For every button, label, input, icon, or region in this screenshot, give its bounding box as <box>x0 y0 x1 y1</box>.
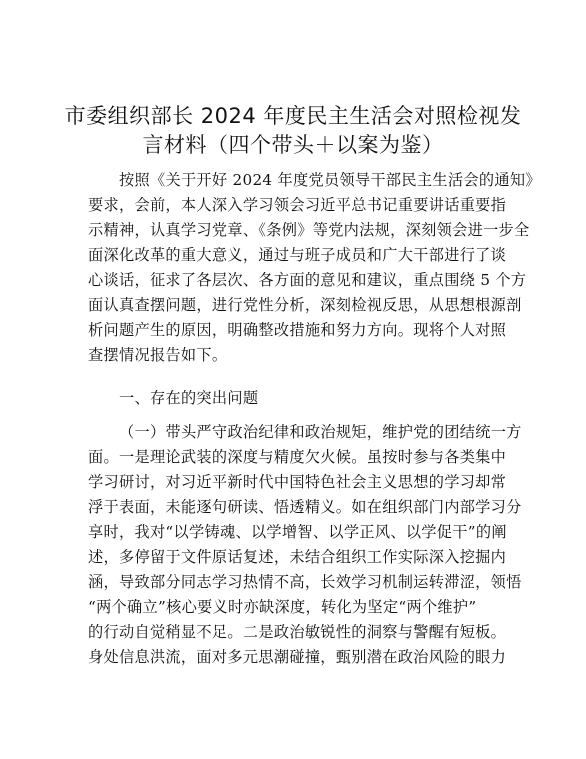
subsection-line: 身处信息洪流，面对多元思潮碰撞，甄别潜在政治风险的眼力 <box>88 648 507 666</box>
subsection-line: 浮于表面，未能逐句研读、悟透精义。如在组织部门内部学习分 <box>88 498 522 516</box>
subsection-paragraph <box>88 420 522 670</box>
intro-line: 示精神，认真学习党章、《条例》等党内法规，深刻领会进一步全 <box>88 221 530 239</box>
intro-line: 查摆情况报告如下。 <box>88 346 228 364</box>
subsection-line: 涵，导致部分同志学习热情不高，长效学习机制运转滞涩，领悟 <box>88 573 522 591</box>
subsection-line: 享时，我对“以学铸魂、以学增智、以学正风、以学促干”的阐 <box>88 523 507 541</box>
subsection-line: 述，多停留于文件原话复述，未结合组织工作实际深入挖掘内 <box>88 548 507 566</box>
subsection-line: 学习研讨，对习近平新时代中国特色社会主义思想的学习却常 <box>88 473 507 491</box>
intro-paragraph <box>88 168 541 368</box>
intro-line: 心谈话，征求了各层次、各方面的意见和建议，重点围绕 5 个方 <box>88 271 527 289</box>
intro-line: 面认真查摆问题，进行党性分析，深刻检视反思，从思想根源剖 <box>88 296 522 314</box>
document-title-line-1: 市委组织部长 2024 年度民主生活会对照检视发 <box>64 104 522 128</box>
intro-line: 析问题产生的原因，明确整改措施和努力方向。现将个人对照 <box>88 321 507 339</box>
intro-line: 面深化改革的重大意义，通过与班子成员和广大干部进行了谈 <box>88 246 507 264</box>
document-title-line-2: 言材料（四个带头＋以案为鉴） <box>142 133 444 157</box>
section-heading: 一、存在的突出问题 <box>119 389 259 407</box>
section-heading-block <box>88 386 500 411</box>
intro-line: 按照《关于开好 2024 年度党员领导干部民主生活会的通知》 <box>119 171 541 189</box>
intro-line: 要求，会前，本人深入学习领会习近平总书记重要讲话重要指 <box>88 196 507 214</box>
subsection-line: 面。一是理论武装的深度与精度欠火候。虽按时参与各类集中 <box>88 448 507 466</box>
subsection-line: “两个确立”核心要义时亦缺深度，转化为坚定“两个维护” <box>88 598 477 616</box>
subsection-line: （一）带头严守政治纪律和政治规矩，维护党的团结统一方 <box>119 423 522 441</box>
subsection-line: 的行动自觉稍显不足。二是政治敏锐性的洞察与警醒有短板。 <box>88 623 507 641</box>
